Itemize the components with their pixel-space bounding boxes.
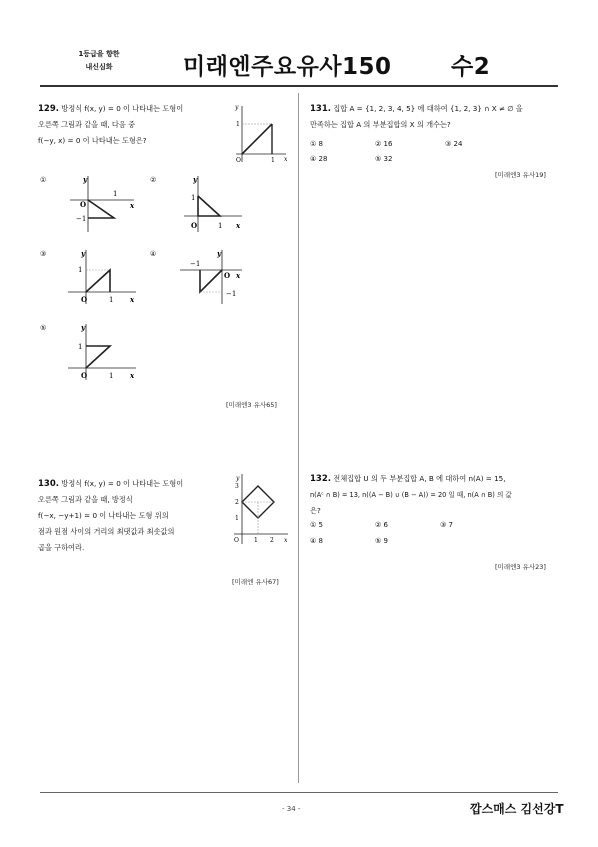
choice-131-1[interactable]: ① 8	[310, 140, 323, 148]
question-129	[38, 101, 228, 149]
source-tag-131: [미래엔3 유사19]	[495, 171, 546, 179]
svg-text:y: y	[217, 249, 222, 258]
question-number: 130.	[38, 479, 59, 489]
choice-marker-3[interactable]: ③	[40, 250, 47, 258]
question-text-line: f(−x, −y+1) = 0 이 나타내는 도형 위의	[38, 511, 169, 520]
svg-text:1: 1	[191, 194, 196, 202]
svg-text:y: y	[236, 475, 240, 482]
svg-text:1: 1	[78, 343, 83, 351]
header-title: 미래엔주요유사150	[183, 54, 392, 80]
choice-graph-4	[176, 248, 246, 306]
source-tag-132: [미래엔3 유사23]	[495, 563, 546, 571]
svg-text:x: x	[130, 295, 135, 304]
svg-text:y: y	[81, 249, 86, 258]
svg-text:O: O	[191, 221, 198, 230]
choice-graph-2	[176, 174, 248, 236]
choice-131-3[interactable]: ③ 24	[445, 140, 463, 148]
header-subtitle-2: 내신심화	[85, 63, 113, 71]
choice-marker-5[interactable]: ⑤	[40, 324, 47, 332]
question-text-line: 방정식 f(x, y) = 0 이 나타내는 도형이	[61, 104, 184, 113]
svg-text:O: O	[224, 271, 231, 280]
svg-text:1: 1	[235, 515, 239, 522]
question-text-line: f(−y, x) = 0 이 나타내는 도형은?	[38, 136, 147, 145]
svg-text:O: O	[81, 295, 88, 304]
footer-rule	[40, 792, 558, 793]
choice-marker-1[interactable]: ①	[40, 176, 47, 184]
question-text-line: 전체집합 U 의 두 부분집합 A, B 에 대하여 n(A) = 15,	[333, 474, 506, 483]
tick-label: 1	[271, 157, 275, 164]
choice-marker-2[interactable]: ②	[150, 176, 157, 184]
svg-text:1: 1	[109, 296, 114, 304]
svg-text:x: x	[236, 221, 241, 230]
svg-text:x: x	[284, 537, 288, 544]
header-rule	[40, 85, 558, 87]
tick-label: 1	[236, 121, 240, 128]
svg-text:O: O	[81, 371, 88, 380]
footer-brand: 깝스매스 김선강T	[470, 802, 564, 816]
question-text-line: 집합 A = {1, 2, 3, 4, 5} 에 대하여 {1, 2, 3} ∩ X ≠ ∅ 을	[333, 104, 523, 113]
svg-text:x: x	[130, 371, 135, 380]
question-text-line: 오른쪽 그림과 같을 때, 다음 중	[38, 120, 136, 129]
reference-graph-130	[228, 472, 292, 546]
question-132	[310, 471, 562, 519]
question-text-line: 방정식 f(x, y) = 0 이 나타내는 도형이	[61, 479, 184, 488]
question-text-line: 오른쪽 그림과 같을 때, 방정식	[38, 495, 133, 504]
svg-text:3: 3	[235, 483, 239, 490]
choice-131-4[interactable]: ④ 28	[310, 155, 328, 163]
column-divider	[298, 93, 299, 783]
choice-marker-4[interactable]: ④	[150, 250, 157, 258]
choice-132-2[interactable]: ② 6	[375, 521, 388, 529]
choice-131-5[interactable]: ⑤ 32	[375, 155, 393, 163]
header-subtitle-1: 1등급을 향한	[78, 50, 120, 58]
question-130	[38, 476, 226, 556]
svg-text:x: x	[236, 271, 241, 280]
origin-label: O	[236, 157, 241, 164]
choice-132-4[interactable]: ④ 8	[310, 537, 323, 545]
svg-text:O: O	[234, 537, 239, 544]
question-number: 132.	[310, 474, 331, 484]
choice-graph-5	[62, 322, 140, 382]
svg-text:2: 2	[235, 499, 239, 506]
choice-graph-3	[62, 248, 140, 306]
question-text-line: 은?	[310, 506, 321, 515]
svg-text:1: 1	[109, 372, 114, 380]
svg-text:1: 1	[113, 190, 118, 198]
choice-graph-1	[66, 174, 138, 236]
svg-text:−1: −1	[190, 260, 201, 268]
svg-text:y: y	[83, 175, 88, 184]
question-text-line: 점과 원점 사이의 거리의 최댓값과 최솟값의	[38, 527, 175, 536]
page-number: - 34 -	[282, 805, 301, 813]
axis-label-y: y	[235, 104, 239, 111]
question-number: 129.	[38, 104, 59, 114]
question-text-line: 만족하는 집합 A 의 부분집합의 X 의 개수는?	[310, 120, 451, 129]
svg-text:O: O	[80, 200, 87, 209]
svg-text:−1: −1	[226, 290, 237, 298]
svg-text:y: y	[193, 175, 198, 184]
question-number: 131.	[310, 104, 331, 114]
axis-label-x: x	[284, 156, 288, 163]
svg-text:y: y	[81, 323, 86, 332]
choice-131-2[interactable]: ② 16	[375, 140, 393, 148]
svg-text:1: 1	[218, 222, 223, 230]
question-131	[310, 101, 560, 133]
choice-132-1[interactable]: ① 5	[310, 521, 323, 529]
question-text-line: 곱을 구하여라.	[38, 543, 85, 552]
question-text-line: n(Aᶜ ∩ B) = 13, n((A − B) ∪ (B − A)) = 20 일 때, n(A ∩ B) 의 값	[310, 491, 512, 499]
svg-text:x: x	[130, 201, 135, 210]
choice-132-5[interactable]: ⑤ 9	[375, 537, 388, 545]
svg-text:2: 2	[270, 537, 274, 544]
svg-text:−1: −1	[76, 215, 87, 223]
svg-text:1: 1	[78, 266, 83, 274]
reference-graph-129	[228, 102, 290, 166]
header-subject: 수2	[451, 54, 491, 80]
source-tag-130: [미래엔 유사67]	[232, 578, 279, 586]
svg-text:1: 1	[254, 537, 258, 544]
choice-132-3[interactable]: ③ 7	[440, 521, 453, 529]
source-tag-129: [미래엔3 유사65]	[226, 401, 277, 409]
